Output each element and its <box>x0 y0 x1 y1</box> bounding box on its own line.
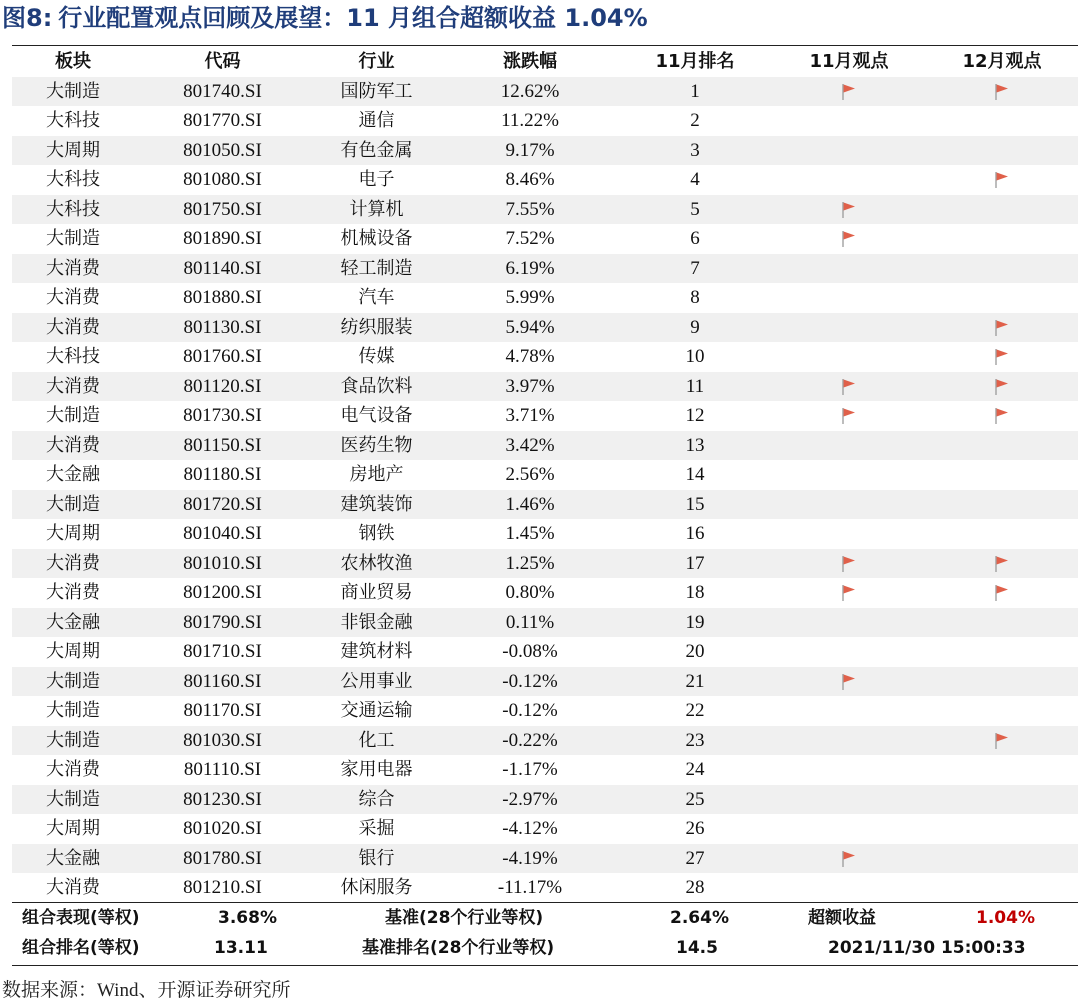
table-row <box>12 342 1078 372</box>
cell-rank: 13 <box>685 434 705 456</box>
cell-rank: 12 <box>685 405 705 426</box>
cell-sector: 大周期 <box>46 641 100 662</box>
cell-code: 801740.SI <box>183 80 262 102</box>
cell-change: -1.17% <box>502 759 558 780</box>
cell-change: 1.45% <box>505 523 555 544</box>
table-row <box>12 460 1078 490</box>
cell-change: -0.08% <box>502 641 558 662</box>
cell-industry: 银行 <box>358 847 395 869</box>
table-row <box>12 844 1078 874</box>
cell-industry: 食品饮料 <box>340 375 413 397</box>
table-row <box>12 637 1078 667</box>
cell-sector: 大金融 <box>46 847 100 869</box>
cell-industry: 商业贸易 <box>340 582 413 603</box>
cell-code: 801710.SI <box>183 641 262 662</box>
cell-sector: 大消费 <box>46 316 100 338</box>
cell-change: 6.19% <box>505 257 555 279</box>
cell-change: -2.97% <box>502 788 558 810</box>
cell-code: 801170.SI <box>183 700 262 721</box>
cell-code: 801880.SI <box>183 287 262 308</box>
summary-row-performance <box>12 903 1078 934</box>
cell-dec-view <box>926 77 1078 107</box>
cell-nov-view <box>772 637 926 667</box>
cell-nov-view <box>772 608 926 638</box>
cell-sector: 大制造 <box>46 80 100 102</box>
flag-icon <box>994 83 1010 101</box>
cell-industry: 纺织服装 <box>340 316 413 338</box>
cell-rank: 17 <box>685 552 705 574</box>
cell-rank: 19 <box>685 611 705 633</box>
cell-rank: 14 <box>685 464 705 485</box>
portfolio-perf-label: 组合表现(等权) <box>22 908 140 928</box>
table-row <box>12 519 1078 549</box>
cell-nov-view <box>772 106 926 136</box>
cell-rank: 7 <box>690 257 700 279</box>
table-row <box>12 136 1078 166</box>
cell-code: 801010.SI <box>183 552 262 574</box>
cell-sector: 大消费 <box>46 877 100 898</box>
cell-industry: 通信 <box>358 110 395 131</box>
cell-change: 3.71% <box>505 405 555 426</box>
cell-sector: 大周期 <box>46 523 100 544</box>
cell-dec-view <box>926 785 1078 815</box>
cell-nov-view <box>772 431 926 461</box>
cell-rank: 27 <box>685 847 705 869</box>
header-industry: 行业 <box>358 51 395 72</box>
cell-dec-view <box>926 873 1078 903</box>
table-row <box>12 401 1078 431</box>
cell-dec-view <box>926 136 1078 166</box>
cell-change: 3.42% <box>505 434 555 456</box>
cell-nov-view <box>772 549 926 579</box>
figure-number: 图8: <box>2 4 53 32</box>
cell-sector: 大科技 <box>46 169 100 190</box>
cell-nov-view <box>772 696 926 726</box>
cell-dec-view <box>926 637 1078 667</box>
table-row <box>12 372 1078 402</box>
timestamp: 2021/11/30 15:00:33 <box>828 938 1026 958</box>
cell-code: 801020.SI <box>183 818 262 839</box>
cell-rank: 23 <box>685 729 705 751</box>
cell-nov-view <box>772 460 926 490</box>
cell-nov-view <box>772 578 926 608</box>
cell-industry: 化工 <box>358 729 395 751</box>
flag-icon <box>841 378 857 396</box>
cell-dec-view <box>926 106 1078 136</box>
table-row <box>12 608 1078 638</box>
cell-industry: 医药生物 <box>340 434 413 456</box>
cell-nov-view <box>772 136 926 166</box>
table-row <box>12 726 1078 756</box>
cell-industry: 建筑材料 <box>340 641 413 662</box>
cell-code: 801050.SI <box>183 139 262 161</box>
cell-sector: 大消费 <box>46 375 100 397</box>
cell-change: 8.46% <box>505 169 555 190</box>
source-note: 数据来源：Wind、开源证券研究所 <box>2 980 291 1001</box>
cell-change: 9.17% <box>505 139 555 161</box>
cell-code: 801770.SI <box>183 110 262 131</box>
table-row <box>12 254 1078 284</box>
cell-dec-view <box>926 283 1078 313</box>
cell-rank: 21 <box>685 670 705 692</box>
cell-sector: 大制造 <box>46 729 100 751</box>
cell-code: 801040.SI <box>183 523 262 544</box>
cell-nov-view <box>772 814 926 844</box>
cell-change: -11.17% <box>497 877 563 898</box>
cell-industry: 机械设备 <box>340 228 413 249</box>
table-row <box>12 549 1078 579</box>
excess-label: 超额收益 <box>808 908 876 928</box>
cell-sector: 大周期 <box>46 818 100 839</box>
cell-change: -4.12% <box>502 818 558 839</box>
cell-rank: 2 <box>690 110 700 131</box>
cell-rank: 3 <box>690 139 700 161</box>
cell-rank: 22 <box>685 700 705 721</box>
cell-code: 801790.SI <box>183 611 262 633</box>
portfolio-perf-value: 3.68% <box>218 908 277 928</box>
cell-nov-view <box>772 785 926 815</box>
cell-rank: 5 <box>690 198 700 220</box>
cell-change: 5.99% <box>505 287 555 308</box>
cell-change: 1.25% <box>505 552 555 574</box>
cell-dec-view <box>926 490 1078 520</box>
cell-sector: 大消费 <box>46 434 100 456</box>
cell-change: 0.11% <box>505 611 555 633</box>
cell-industry: 钢铁 <box>358 523 395 544</box>
cell-nov-view <box>772 165 926 195</box>
cell-code: 801230.SI <box>183 788 262 810</box>
cell-industry: 公用事业 <box>340 670 413 692</box>
cell-dec-view <box>926 313 1078 343</box>
cell-sector: 大科技 <box>46 346 100 367</box>
cell-rank: 1 <box>690 80 700 102</box>
table-row <box>12 490 1078 520</box>
cell-code: 801780.SI <box>183 847 262 869</box>
cell-change: -0.12% <box>502 700 558 721</box>
cell-sector: 大科技 <box>46 198 100 220</box>
benchmark-rank-value: 14.5 <box>676 938 718 958</box>
cell-nov-view <box>772 224 926 254</box>
cell-dec-view <box>926 195 1078 225</box>
cell-industry: 国防军工 <box>340 80 413 102</box>
cell-industry: 计算机 <box>349 198 404 220</box>
cell-industry: 非银金融 <box>340 611 413 633</box>
cell-sector: 大科技 <box>46 110 100 131</box>
cell-dec-view <box>926 696 1078 726</box>
cell-code: 801180.SI <box>183 464 262 485</box>
cell-dec-view <box>926 460 1078 490</box>
cell-dec-view <box>926 224 1078 254</box>
cell-change: 7.55% <box>505 198 555 220</box>
cell-industry: 建筑装饰 <box>340 493 413 515</box>
cell-sector: 大制造 <box>46 670 100 692</box>
cell-nov-view <box>772 77 926 107</box>
cell-dec-view <box>926 519 1078 549</box>
excess-value: 1.04% <box>976 908 1035 928</box>
cell-sector: 大制造 <box>46 788 100 810</box>
cell-industry: 电子 <box>358 169 395 190</box>
benchmark-label: 基准(28个行业等权) <box>385 908 544 928</box>
portfolio-rank-label: 组合排名(等权) <box>22 938 140 958</box>
cell-nov-view <box>772 873 926 903</box>
cell-sector: 大消费 <box>46 257 100 279</box>
flag-icon <box>841 407 857 425</box>
flag-icon <box>994 584 1010 602</box>
cell-dec-view <box>926 372 1078 402</box>
cell-rank: 18 <box>685 582 705 603</box>
table-row <box>12 106 1078 136</box>
header-dec-view: 12月观点 <box>962 51 1042 72</box>
portfolio-rank-value: 13.11 <box>214 938 268 958</box>
table-row <box>12 283 1078 313</box>
cell-code: 801760.SI <box>183 346 262 367</box>
flag-icon <box>994 407 1010 425</box>
cell-nov-view <box>772 195 926 225</box>
cell-industry: 电气设备 <box>340 405 413 426</box>
benchmark-rank-label: 基准排名(28个行业等权) <box>362 938 555 958</box>
cell-industry: 传媒 <box>358 346 395 367</box>
table-body <box>12 77 1078 903</box>
cell-dec-view <box>926 608 1078 638</box>
cell-industry: 农林牧渔 <box>340 552 413 574</box>
flag-icon <box>994 171 1010 189</box>
flag-icon <box>841 673 857 691</box>
cell-code: 801720.SI <box>183 493 262 515</box>
cell-code: 801890.SI <box>183 228 262 249</box>
table-row <box>12 755 1078 785</box>
cell-sector: 大消费 <box>46 759 100 780</box>
table-row <box>12 578 1078 608</box>
header-change: 涨跌幅 <box>503 51 557 72</box>
cell-code: 801750.SI <box>183 198 262 220</box>
cell-rank: 26 <box>685 818 705 839</box>
flag-icon <box>994 555 1010 573</box>
cell-change: -0.22% <box>502 729 558 751</box>
cell-code: 801140.SI <box>183 257 262 279</box>
table-row <box>12 696 1078 726</box>
cell-nov-view <box>772 519 926 549</box>
cell-dec-view <box>926 726 1078 756</box>
cell-rank: 25 <box>685 788 705 810</box>
table-header-row <box>12 47 1078 77</box>
cell-change: 7.52% <box>505 228 555 249</box>
table-row <box>12 195 1078 225</box>
cell-nov-view <box>772 342 926 372</box>
cell-code: 801210.SI <box>183 877 262 898</box>
cell-nov-view <box>772 667 926 697</box>
cell-industry: 交通运输 <box>340 700 413 721</box>
cell-rank: 20 <box>685 641 705 662</box>
cell-sector: 大金融 <box>46 611 100 633</box>
table-row <box>12 165 1078 195</box>
header-nov-rank: 11月排名 <box>655 51 735 72</box>
summary-row-rank <box>12 933 1078 964</box>
cell-industry: 休闲服务 <box>340 877 413 898</box>
cell-code: 801730.SI <box>183 405 262 426</box>
cell-dec-view <box>926 844 1078 874</box>
cell-code: 801110.SI <box>183 759 262 780</box>
cell-change: 11.22% <box>501 110 559 131</box>
cell-change: -4.19% <box>502 847 558 869</box>
cell-sector: 大制造 <box>46 228 100 249</box>
cell-industry: 汽车 <box>358 287 395 308</box>
cell-dec-view <box>926 578 1078 608</box>
header-nov-view: 11月观点 <box>809 51 889 72</box>
cell-rank: 16 <box>685 523 705 544</box>
cell-sector: 大制造 <box>46 493 100 515</box>
cell-sector: 大消费 <box>46 552 100 574</box>
flag-icon <box>994 348 1010 366</box>
cell-industry: 有色金属 <box>340 139 413 161</box>
benchmark-value: 2.64% <box>670 908 729 928</box>
cell-rank: 6 <box>690 228 700 249</box>
cell-code: 801130.SI <box>183 316 262 338</box>
cell-sector: 大制造 <box>46 405 100 426</box>
cell-change: 2.56% <box>505 464 555 485</box>
industry-table <box>12 47 1078 903</box>
cell-industry: 家用电器 <box>340 759 413 780</box>
flag-icon <box>994 732 1010 750</box>
cell-nov-view <box>772 726 926 756</box>
flag-icon <box>841 555 857 573</box>
cell-sector: 大消费 <box>46 287 100 308</box>
cell-industry: 综合 <box>358 788 395 810</box>
flag-icon <box>994 319 1010 337</box>
cell-rank: 9 <box>690 316 700 338</box>
cell-dec-view <box>926 254 1078 284</box>
cell-change: 12.62% <box>500 80 560 102</box>
cell-dec-view <box>926 814 1078 844</box>
cell-change: 1.46% <box>505 493 555 515</box>
cell-change: 5.94% <box>505 316 555 338</box>
cell-rank: 24 <box>685 759 705 780</box>
cell-code: 801030.SI <box>183 729 262 751</box>
cell-code: 801120.SI <box>183 375 262 397</box>
cell-change: -0.12% <box>502 670 558 692</box>
cell-industry: 轻工制造 <box>340 257 413 279</box>
cell-change: 4.78% <box>505 346 555 367</box>
cell-code: 801080.SI <box>183 169 262 190</box>
cell-nov-view <box>772 254 926 284</box>
summary-bottom-rule <box>12 965 1078 966</box>
flag-icon <box>994 378 1010 396</box>
cell-change: 3.97% <box>505 375 555 397</box>
cell-code: 801160.SI <box>183 670 262 692</box>
cell-rank: 15 <box>685 493 705 515</box>
figure-title <box>2 3 1078 33</box>
figure-caption: 行业配置观点回顾及展望：11 月组合超额收益 1.04% <box>58 4 648 32</box>
table-row <box>12 431 1078 461</box>
cell-dec-view <box>926 401 1078 431</box>
cell-industry: 采掘 <box>358 818 395 839</box>
cell-dec-view <box>926 165 1078 195</box>
table-row <box>12 785 1078 815</box>
cell-nov-view <box>772 844 926 874</box>
cell-code: 801150.SI <box>183 434 262 456</box>
cell-change: 0.80% <box>505 582 555 603</box>
cell-rank: 8 <box>690 287 700 308</box>
cell-industry: 房地产 <box>349 464 404 485</box>
cell-sector: 大制造 <box>46 700 100 721</box>
table-row <box>12 873 1078 903</box>
cell-dec-view <box>926 431 1078 461</box>
cell-nov-view <box>772 490 926 520</box>
cell-dec-view <box>926 755 1078 785</box>
table-row <box>12 77 1078 107</box>
cell-nov-view <box>772 313 926 343</box>
cell-sector: 大金融 <box>46 464 100 485</box>
cell-dec-view <box>926 342 1078 372</box>
header-code: 代码 <box>204 51 241 72</box>
flag-icon <box>841 584 857 602</box>
flag-icon <box>841 201 857 219</box>
cell-rank: 4 <box>690 169 700 190</box>
cell-nov-view <box>772 755 926 785</box>
cell-rank: 28 <box>685 877 705 898</box>
cell-sector: 大周期 <box>46 139 100 161</box>
cell-rank: 10 <box>685 346 705 367</box>
cell-nov-view <box>772 372 926 402</box>
flag-icon <box>841 230 857 248</box>
cell-nov-view <box>772 401 926 431</box>
cell-dec-view <box>926 667 1078 697</box>
title-rule <box>12 45 1078 46</box>
table-row <box>12 224 1078 254</box>
flag-icon <box>841 850 857 868</box>
cell-nov-view <box>772 283 926 313</box>
table-row <box>12 667 1078 697</box>
flag-icon <box>841 83 857 101</box>
header-sector: 板块 <box>55 51 91 72</box>
table-row <box>12 814 1078 844</box>
cell-sector: 大消费 <box>46 582 100 603</box>
cell-dec-view <box>926 549 1078 579</box>
cell-rank: 11 <box>685 375 705 397</box>
table-row <box>12 313 1078 343</box>
cell-code: 801200.SI <box>183 582 262 603</box>
